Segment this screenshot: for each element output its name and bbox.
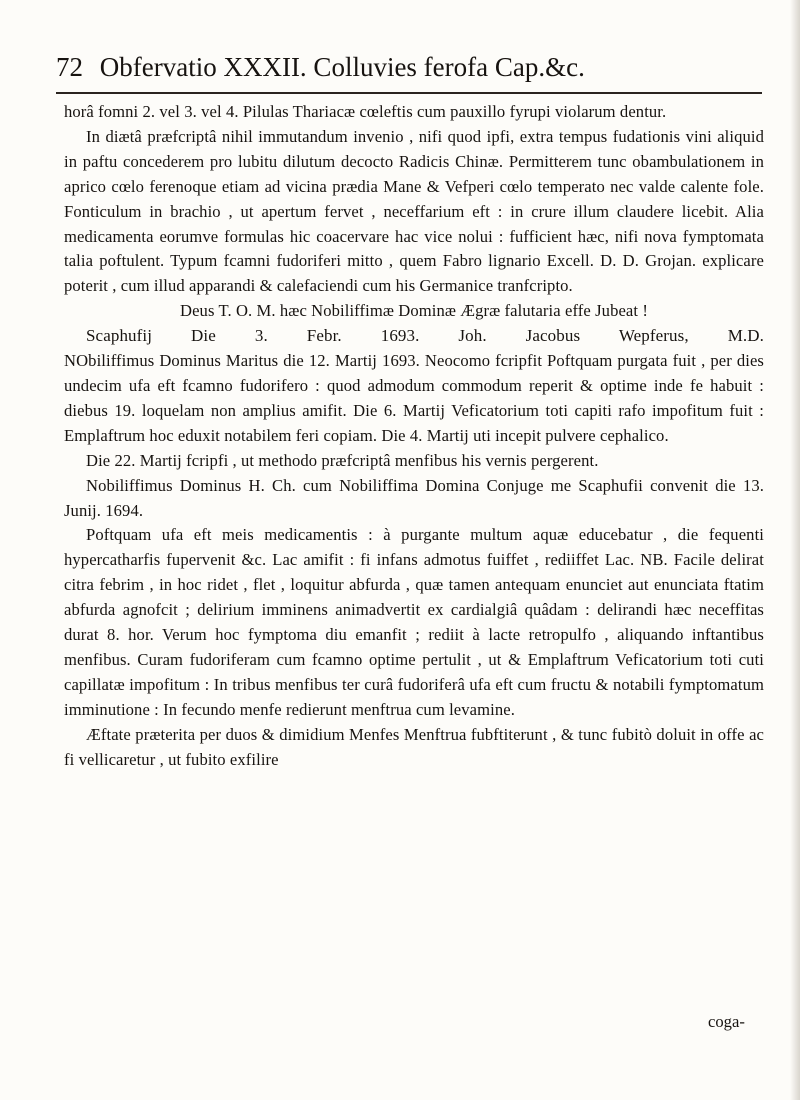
header-rule (56, 92, 762, 94)
signature-line: Scaphufij Die 3. Febr. 1693. Joh. Jacobus Wepferus, M.D. (86, 326, 764, 346)
body-text (64, 100, 764, 772)
catchword: coga- (708, 1012, 745, 1031)
blessing: Deus T. O. M. hæc Nobiliffimæ Dominæ Ægræ falutaria effe Jubeat ! (180, 301, 648, 321)
paragraph-visit: Nobiliffimus Dominus H. Ch. cum Nobiliffima Domina Conjuge me Scaphufii convenit die 13. Junij. 1694. (64, 475, 764, 520)
page-number: 72 (56, 52, 83, 82)
paragraph-case-history: Poftquam ufa eft meis medicamentis : à purgante multum aquæ educebatur , die fequenti hypercatharfis fupervenit &c. Lac amifit : fi infans admotus fuiffet , rediiffet Lac. NB. Facile delirat citra febrim , in hoc ridet , flet , loquitur abfurda , quæ tamen antequam enunciet aut enunciata ftatim abfurda agnofcit ; delirium imminens animadvertit ex cardialgiâ quâdam : delirandi hæc neceffitas durat 8. hor. Verum hoc fymptoma diu emanfit ; rediit à lacte retropulfo , aliquando inftantibus menfibus. Curam fudoriferam cum fcamno optime pertulit , ut & Emplaftrum Veficatorium toti cuti capillatæ impofitum : In tribus menfibus ter curâ fudoriferâ ufa eft cum fructu & notabili fymptomatum imminutione : In fecundo menfe redierunt menftrua cum levamine. (64, 525, 764, 719)
running-title: Obfervatio XXXII. Colluvies ferofa Cap.&c. (99, 52, 585, 82)
paragraph-diet: In diætâ præfcriptâ nihil immutandum invenio , nifi quod ipfi, extra tempus fudationis vini aliquid in paftu concederem pro lubitu dilutum decocto Radicis Chinæ. Permitterem tunc obambulationem in aprico cœlo ferenoque etiam ad vicina prædia Mane & Vefperi cœlo temperato nec valde calente fole. Fonticulum in brachio , ut apertum fervet , neceffarium eft : in crure illum claudere licebit. Alia medicamenta eorumve formulas hic coacervare hac vice nolui : fufficient hæc, nifi nova fymptomata talia poftulent. Typum fcamni fudoriferi mitto , quem Fabro lignario Excell. D. D. Grojan. explicare poterit , cum illud apparandi & calefaciendi cum his Germanice tranfcripto. (64, 126, 764, 296)
paragraph-march-22: Die 22. Martij fcripfi , ut methodo præfcriptâ menfibus his vernis pergerent. (86, 450, 599, 470)
page-edge-shadow (790, 0, 800, 1100)
paragraph-husband-letter: NObiliffimus Dominus Maritus die 12. Martij 1693. Neocomo fcripfit Poftquam purgata fuit , per dies undecim ufa eft fcamno fudorifero : quod admodum commodum reperit & optime inde fe habuit : diebus 19. loquelam non amplius amifit. Die 6. Martij Veficatorium toti capiti rafo impofitum fuit : Emplaftrum hoc eduxit notabilem feri copiam. Die 4. Martij uti incepit pulvere cephalico. (64, 351, 764, 445)
paragraph-prescription-end: horâ fomni 2. vel 3. vel 4. Pilulas Thariacæ cœleftis cum pauxillo fyrupi violarum dentur. (64, 102, 667, 121)
running-head (56, 44, 756, 90)
paragraph-summer: Æftate præterita per duos & dimidium Menfes Menftrua fubftiterunt , & tunc fubitò doluit in offe ac fi vellicaretur , ut fubito exfilire (64, 724, 764, 769)
